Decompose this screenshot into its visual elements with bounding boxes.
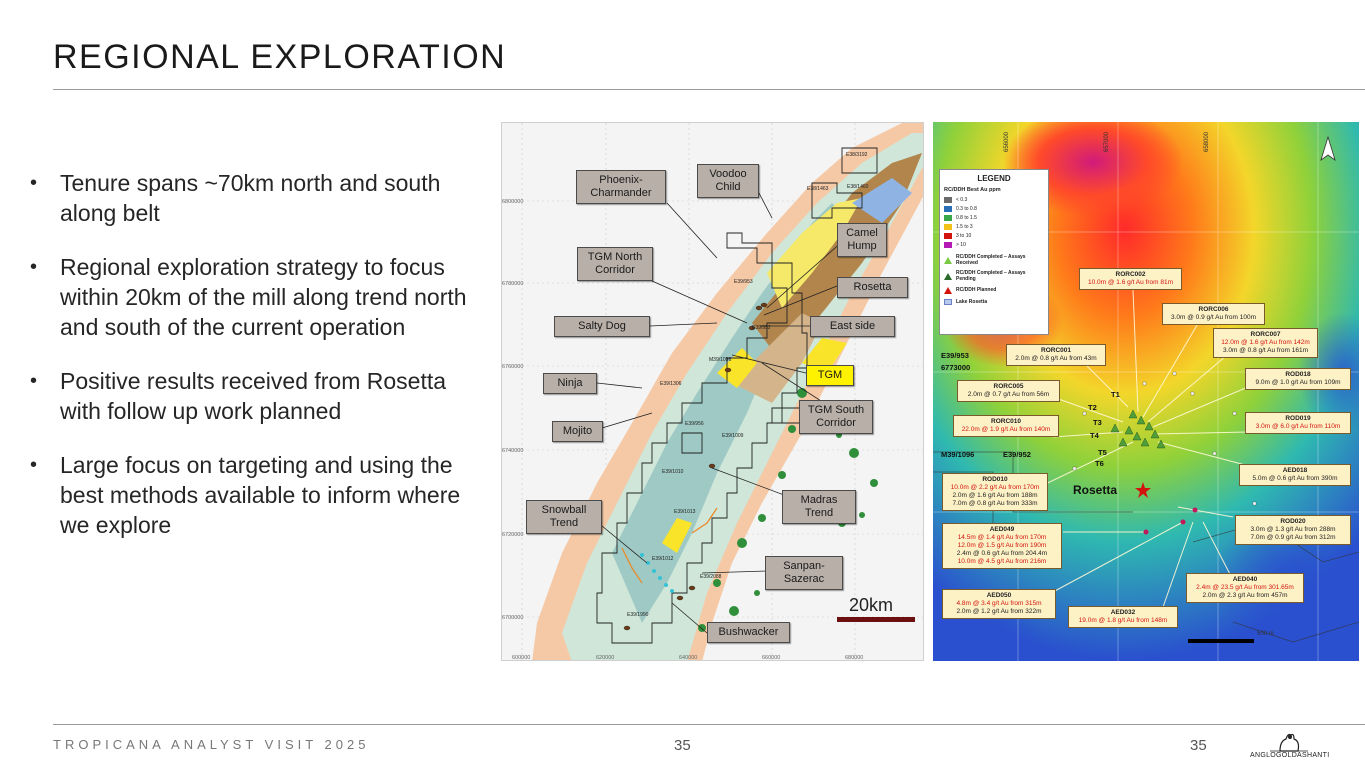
bullet-dot: • <box>30 172 38 194</box>
callout-madras-trend[interactable]: Madras Trend <box>782 490 856 524</box>
callout-tgm[interactable]: TGM <box>806 365 854 386</box>
bullet-text: Large focus on targeting and using the best methods available to inform where we explore <box>60 452 461 538</box>
footer-divider <box>53 724 1365 725</box>
legend-row <box>944 296 1044 308</box>
callout-east-side[interactable]: East side <box>810 316 895 337</box>
bullet-text: Tenure spans ~70km north and south along belt <box>60 170 441 226</box>
callout-tgm-south-corridor[interactable]: TGM South Corridor <box>799 400 873 434</box>
tenement-label: E39/1306 <box>660 381 682 387</box>
legend-label: 0.8 to 1.5 <box>956 214 977 221</box>
bullet-list <box>30 168 480 564</box>
legend-swatch <box>944 206 952 212</box>
legend-label: RC/DDH Planned <box>956 287 997 293</box>
page-number-center: 35 <box>674 737 691 754</box>
easting-label: 657000 <box>1104 131 1110 152</box>
axis-y-label: 6720000 <box>502 532 524 538</box>
target-label: T4 <box>1090 431 1099 440</box>
result-rorc001[interactable]: RORC001 2.0m @ 0.8 g/t Au from 43m <box>1006 344 1106 366</box>
tenement-label: E38/3192 <box>846 152 868 158</box>
legend-row <box>944 268 1044 284</box>
legend-row <box>944 284 1044 296</box>
legend-subtitle: RC/DDH Best Au ppm <box>944 187 1001 193</box>
axis-y-label: 6800000 <box>502 199 524 205</box>
tenement-label: E39/953 <box>734 279 753 285</box>
callout-salty-dog[interactable]: Salty Dog <box>554 316 650 337</box>
legend-row <box>944 195 1044 204</box>
legend-label: RC/DDH Completed – Assays Received <box>956 254 1026 266</box>
tenement-label: M39/1096 <box>941 450 975 459</box>
legend-title: LEGEND <box>977 174 1011 183</box>
result-rod018[interactable]: ROD018 9.0m @ 1.0 g/t Au from 109m <box>1245 368 1351 390</box>
result-rorc006[interactable]: RORC006 3.0m @ 0.9 g/t Au from 100m <box>1162 303 1265 325</box>
legend-label: > 10 <box>956 241 966 248</box>
legend-row <box>944 222 1044 231</box>
tenement-label: E39/1010 <box>662 469 684 475</box>
anglogoldashanti-logo <box>1250 731 1328 763</box>
page-title: REGIONAL EXPLORATION <box>53 38 507 76</box>
rosetta-drilling-map <box>933 122 1359 661</box>
callout-sanpan-sazerac[interactable]: Sanpan- Sazerac <box>765 556 843 590</box>
bullet-dot: • <box>30 256 38 278</box>
callout-bushwacker[interactable]: Bushwacker <box>707 622 790 643</box>
legend-row <box>944 204 1044 213</box>
result-aed049[interactable]: AED049 14.5m @ 1.4 g/t Au from 170m 12.0m @ 1.5 g/t Au from 190m 2.4m @ 0.6 g/t Au from 204.4m 10.0m @ 4.5 g/t Au from 216m <box>942 523 1062 569</box>
easting-label: 656000 <box>1004 131 1010 152</box>
target-label: T5 <box>1098 448 1107 457</box>
tenement-label: E38/1460 <box>847 184 869 190</box>
legend-label: 1.5 to 3 <box>956 223 973 230</box>
result-rorc002[interactable]: RORC002 10.0m @ 1.6 g/t Au from 81m <box>1079 268 1182 290</box>
legend-row <box>944 231 1044 240</box>
bullet-dot: • <box>30 454 38 476</box>
tenement-label: E39/2088 <box>700 574 722 580</box>
footer-event-text: TROPICANA ANALYST VISIT 2025 <box>53 737 370 752</box>
tenement-label: E39/1009 <box>722 433 744 439</box>
bullet-text: Positive results received from Rosetta with follow up work planned <box>60 368 447 424</box>
tenement-label: E39/952 <box>1003 450 1031 459</box>
axis-y-label: 6780000 <box>502 281 524 287</box>
result-rod019[interactable]: ROD019 3.0m @ 6.0 g/t Au from 110m <box>1245 412 1351 434</box>
legend-row <box>944 213 1044 222</box>
axis-x-label: 680000 <box>845 655 864 661</box>
callout-tgm-north-corridor[interactable]: TGM North Corridor <box>577 247 653 281</box>
map-legend <box>939 169 1049 335</box>
callout-camel-hump[interactable]: Camel Hump <box>837 223 887 257</box>
callout-voodoo-child[interactable]: Voodoo Child <box>697 164 759 198</box>
bullet-item <box>30 366 480 426</box>
result-rorc007[interactable]: RORC007 12.0m @ 1.6 g/t Au from 142m 3.0m @ 0.8 g/t Au from 161m <box>1213 328 1318 358</box>
result-aed018[interactable]: AED018 5.0m @ 0.6 g/t Au from 390m <box>1239 464 1351 486</box>
callout-phoenix-charmander[interactable]: Phoenix- Charmander <box>576 170 666 204</box>
legend-label: Lake Rosetta <box>956 299 988 305</box>
result-rorc005[interactable]: RORC005 2.0m @ 0.7 g/t Au from 56m <box>957 380 1060 402</box>
page-number-right: 35 <box>1190 737 1207 754</box>
result-aed040[interactable]: AED040 2.4m @ 23.5 g/t Au from 301.65m 2.0m @ 2.3 g/t Au from 457m <box>1186 573 1304 603</box>
result-rod020[interactable]: ROD020 3.0m @ 1.3 g/t Au from 288m 7.0m @ 0.9 g/t Au from 312m <box>1235 515 1351 545</box>
tenement-label: E39/953 <box>941 351 969 360</box>
target-label: T6 <box>1095 459 1104 468</box>
axis-x-label: 660000 <box>762 655 781 661</box>
bullet-item <box>30 450 480 540</box>
legend-swatch <box>944 197 952 203</box>
legend-label: RC/DDH Completed – Assays Pending <box>956 270 1026 282</box>
axis-y-label: 6740000 <box>502 448 524 454</box>
legend-swatch <box>944 215 952 221</box>
target-label: T1 <box>1111 390 1120 399</box>
callout-snowball-trend[interactable]: Snowball Trend <box>526 500 602 534</box>
legend-label: < 0.3 <box>956 196 968 203</box>
axis-x-label: 640000 <box>679 655 698 661</box>
bullet-dot: • <box>30 370 38 392</box>
title-divider <box>53 89 1365 90</box>
result-aed050[interactable]: AED050 4.8m @ 3.4 g/t Au from 315m 2.0m @ 1.2 g/t Au from 322m <box>942 589 1056 619</box>
legend-row <box>944 252 1044 268</box>
scale-label: 500 m <box>1257 631 1274 637</box>
legend-swatch <box>944 242 952 248</box>
tenement-label: E38/1463 <box>807 186 829 192</box>
axis-y-label: 6700000 <box>502 615 524 621</box>
tenement-label: E39/1013 <box>674 509 696 515</box>
axis-x-label: 600000 <box>512 655 531 661</box>
callout-ninja[interactable]: Ninja <box>543 373 597 394</box>
axis-x-label: 620000 <box>596 655 615 661</box>
legend-triangle <box>944 273 952 280</box>
axis-y-label: 6760000 <box>502 364 524 370</box>
logo-figure-icon <box>1250 731 1328 753</box>
legend-swatch <box>944 299 952 305</box>
tenement-label: E39/952 <box>752 325 771 331</box>
bullet-item <box>30 168 480 228</box>
regional-geology-map <box>501 122 924 661</box>
legend-row <box>944 240 1044 249</box>
legend-triangle <box>944 287 952 294</box>
tenement-label: E39/1990 <box>627 612 649 618</box>
result-rorc010[interactable]: RORC010 22.0m @ 1.9 g/t Au from 140m <box>953 415 1059 437</box>
bullet-item <box>30 252 480 342</box>
tenement-label: M39/1096 <box>709 357 732 363</box>
target-label: T2 <box>1088 403 1097 412</box>
callout-rosetta[interactable]: Rosetta <box>837 277 908 298</box>
legend-swatch <box>944 224 952 230</box>
tenement-label: E39/956 <box>685 421 704 427</box>
scale-label-20km: 20km <box>849 595 894 615</box>
easting-label: 658000 <box>1204 131 1210 152</box>
bullet-text: Regional exploration strategy to focus within 20km of the mill along trend north and south of the current operation <box>60 254 467 340</box>
rosetta-label: Rosetta <box>1073 483 1118 497</box>
legend-label: 3 to 10 <box>956 232 972 239</box>
legend-swatch <box>944 233 952 239</box>
legend-triangle <box>944 257 952 264</box>
result-aed032[interactable]: AED032 19.0m @ 1.8 g/t Au from 148m <box>1068 606 1178 628</box>
legend-label: 0.3 to 0.8 <box>956 205 977 212</box>
northing-label: 6773000 <box>941 363 971 372</box>
target-label: T3 <box>1093 418 1102 427</box>
result-rod010[interactable]: ROD010 10.0m @ 2.2 g/t Au from 170m 2.0m @ 1.6 g/t Au from 188m 7.0m @ 0.8 g/t Au from 333m <box>942 473 1048 511</box>
logo-wordmark: ANGLOGOLDASHANTI <box>1250 752 1330 759</box>
tenement-label: E39/1012 <box>652 556 674 562</box>
callout-mojito[interactable]: Mojito <box>552 421 603 442</box>
